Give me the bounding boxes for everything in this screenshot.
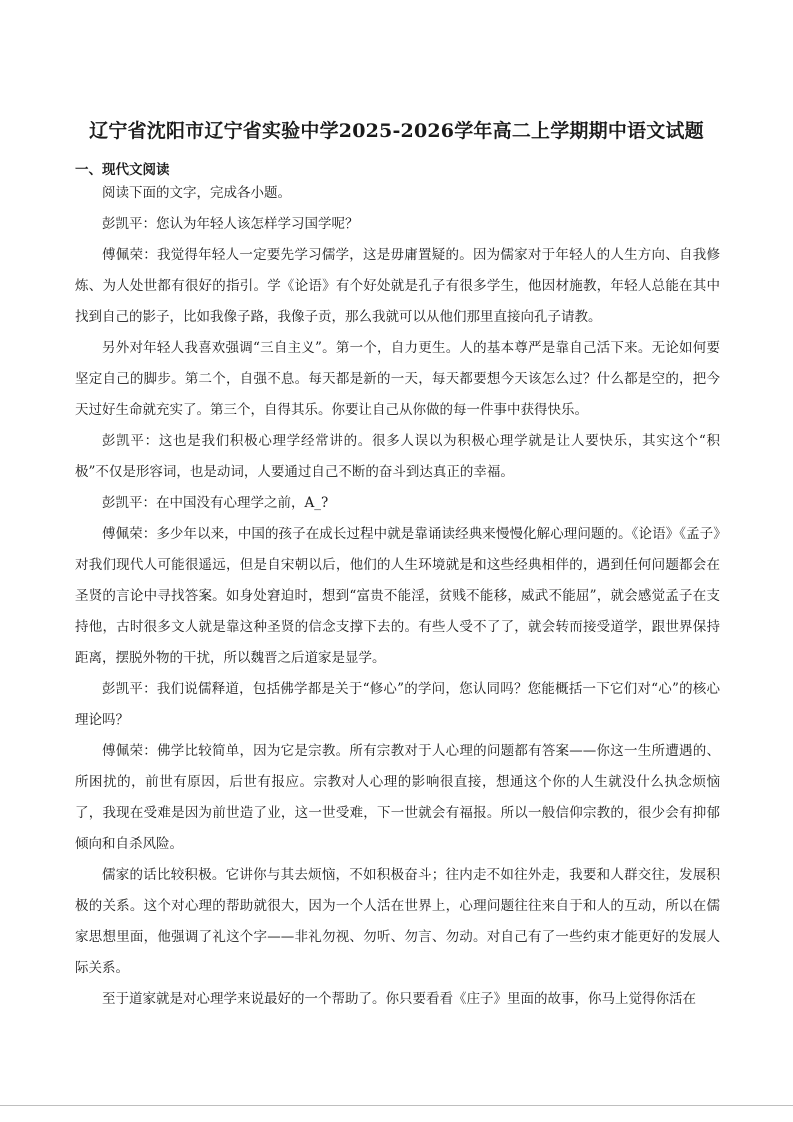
reading-passage (75, 178, 720, 1015)
paragraph: 至于道家就是对心理学来说最好的一个帮助了。你只要看看《庄子》里面的故事，你马上觉得你活在 (102, 991, 696, 1007)
paragraph: 彭凯平：我们说儒释道，包括佛学都是关于“修心”的学问，您认同吗？您能概括一下它们对“心”的核心理论吗？ (75, 681, 720, 728)
paragraph: 彭凯平：在中国没有心理学之前，A_? (102, 495, 329, 511)
paragraph: 彭凯平：这也是我们积极心理学经常讲的。很多人误以为积极心理学就是让人要快乐，其实这个“积极”不仅是形容词，也是动词，人要通过自己不断的奋斗到达真正的幸福。 (75, 433, 720, 480)
page-bottom-divider (0, 1105, 793, 1106)
document-title: 辽宁省沈阳市辽宁省实验中学2025-2026学年高二上学期期中语文试题 (89, 120, 704, 142)
paragraph: 傅佩荣：多少年以来，中国的孩子在成长过程中就是靠诵读经典来慢慢化解心理问题的。《论语》《孟子》对我们现代人可能很遥远，但是自宋朝以后，他们的人生环境就是和这些经典相伴的，遇到任何问题都会在圣贤的言论中寻找答案。如身处窘迫时，想到“富贵不能淫，贫贱不能移，威武不能屈”，就会感觉孟子在支持他，古时很多文人就是靠这种圣贤的信念支撑下去的。有些人受不了了，就会转而接受道学，跟世界保持距离，摆脱外物的干扰，所以魏晋之后道家是显学。 (75, 526, 720, 666)
section-heading: 一、现代文阅读 (75, 162, 170, 178)
paragraph: 另外对年轻人我喜欢强调“三自主义”。第一个，自力更生。人的基本尊严是靠自己活下来。无论如何要坚定自己的脚步。第二个，自强不息。每天都是新的一天，每天都要想今天该怎么过？什么都是空的，把今天过好生命就充实了。第三个，自得其乐。你要让自己从你做的每一件事中获得快乐。 (75, 340, 720, 418)
paragraph: 彭凯平：您认为年轻人该怎样学习国学呢？ (102, 216, 359, 232)
paragraph: 儒家的话比较积极。它讲你与其去烦恼，不如积极奋斗；往内走不如往外走，我要和人群交往，发展积极的关系。这个对心理的帮助就很大，因为一个人活在世界上，心理问题往往来自于和人的互动，所以在儒家思想里面，他强调了礼这个字——非礼勿视、勿听、勿言、勿动。对自己有了一些约束才能更好的发展人际关系。 (75, 867, 720, 976)
paragraph: 阅读下面的文字，完成各小题。 (102, 185, 291, 201)
paragraph: 傅佩荣：我觉得年轻人一定要先学习儒学，这是毋庸置疑的。因为儒家对于年轻人的人生方向、自我修炼、为人处世都有很好的指引。学《论语》有个好处就是孔子有很多学生，他因材施教，年轻人总能在其中找到自己的影子，比如我像子路，我像子贡，那么我就可以从他们那里直接向孔子请教。 (75, 247, 720, 325)
paragraph: 傅佩荣：佛学比较简单，因为它是宗教。所有宗教对于人心理的问题都有答案——你这一生所遭遇的、所困扰的，前世有原因，后世有报应。宗教对人心理的影响很直接，想通这个你的人生就没什么执念烦恼了，我现在受难是因为前世造了业，这一世受难，下一世就会有福报。所以一般信仰宗教的，很少会有抑郁倾向和自杀风险。 (75, 743, 720, 852)
